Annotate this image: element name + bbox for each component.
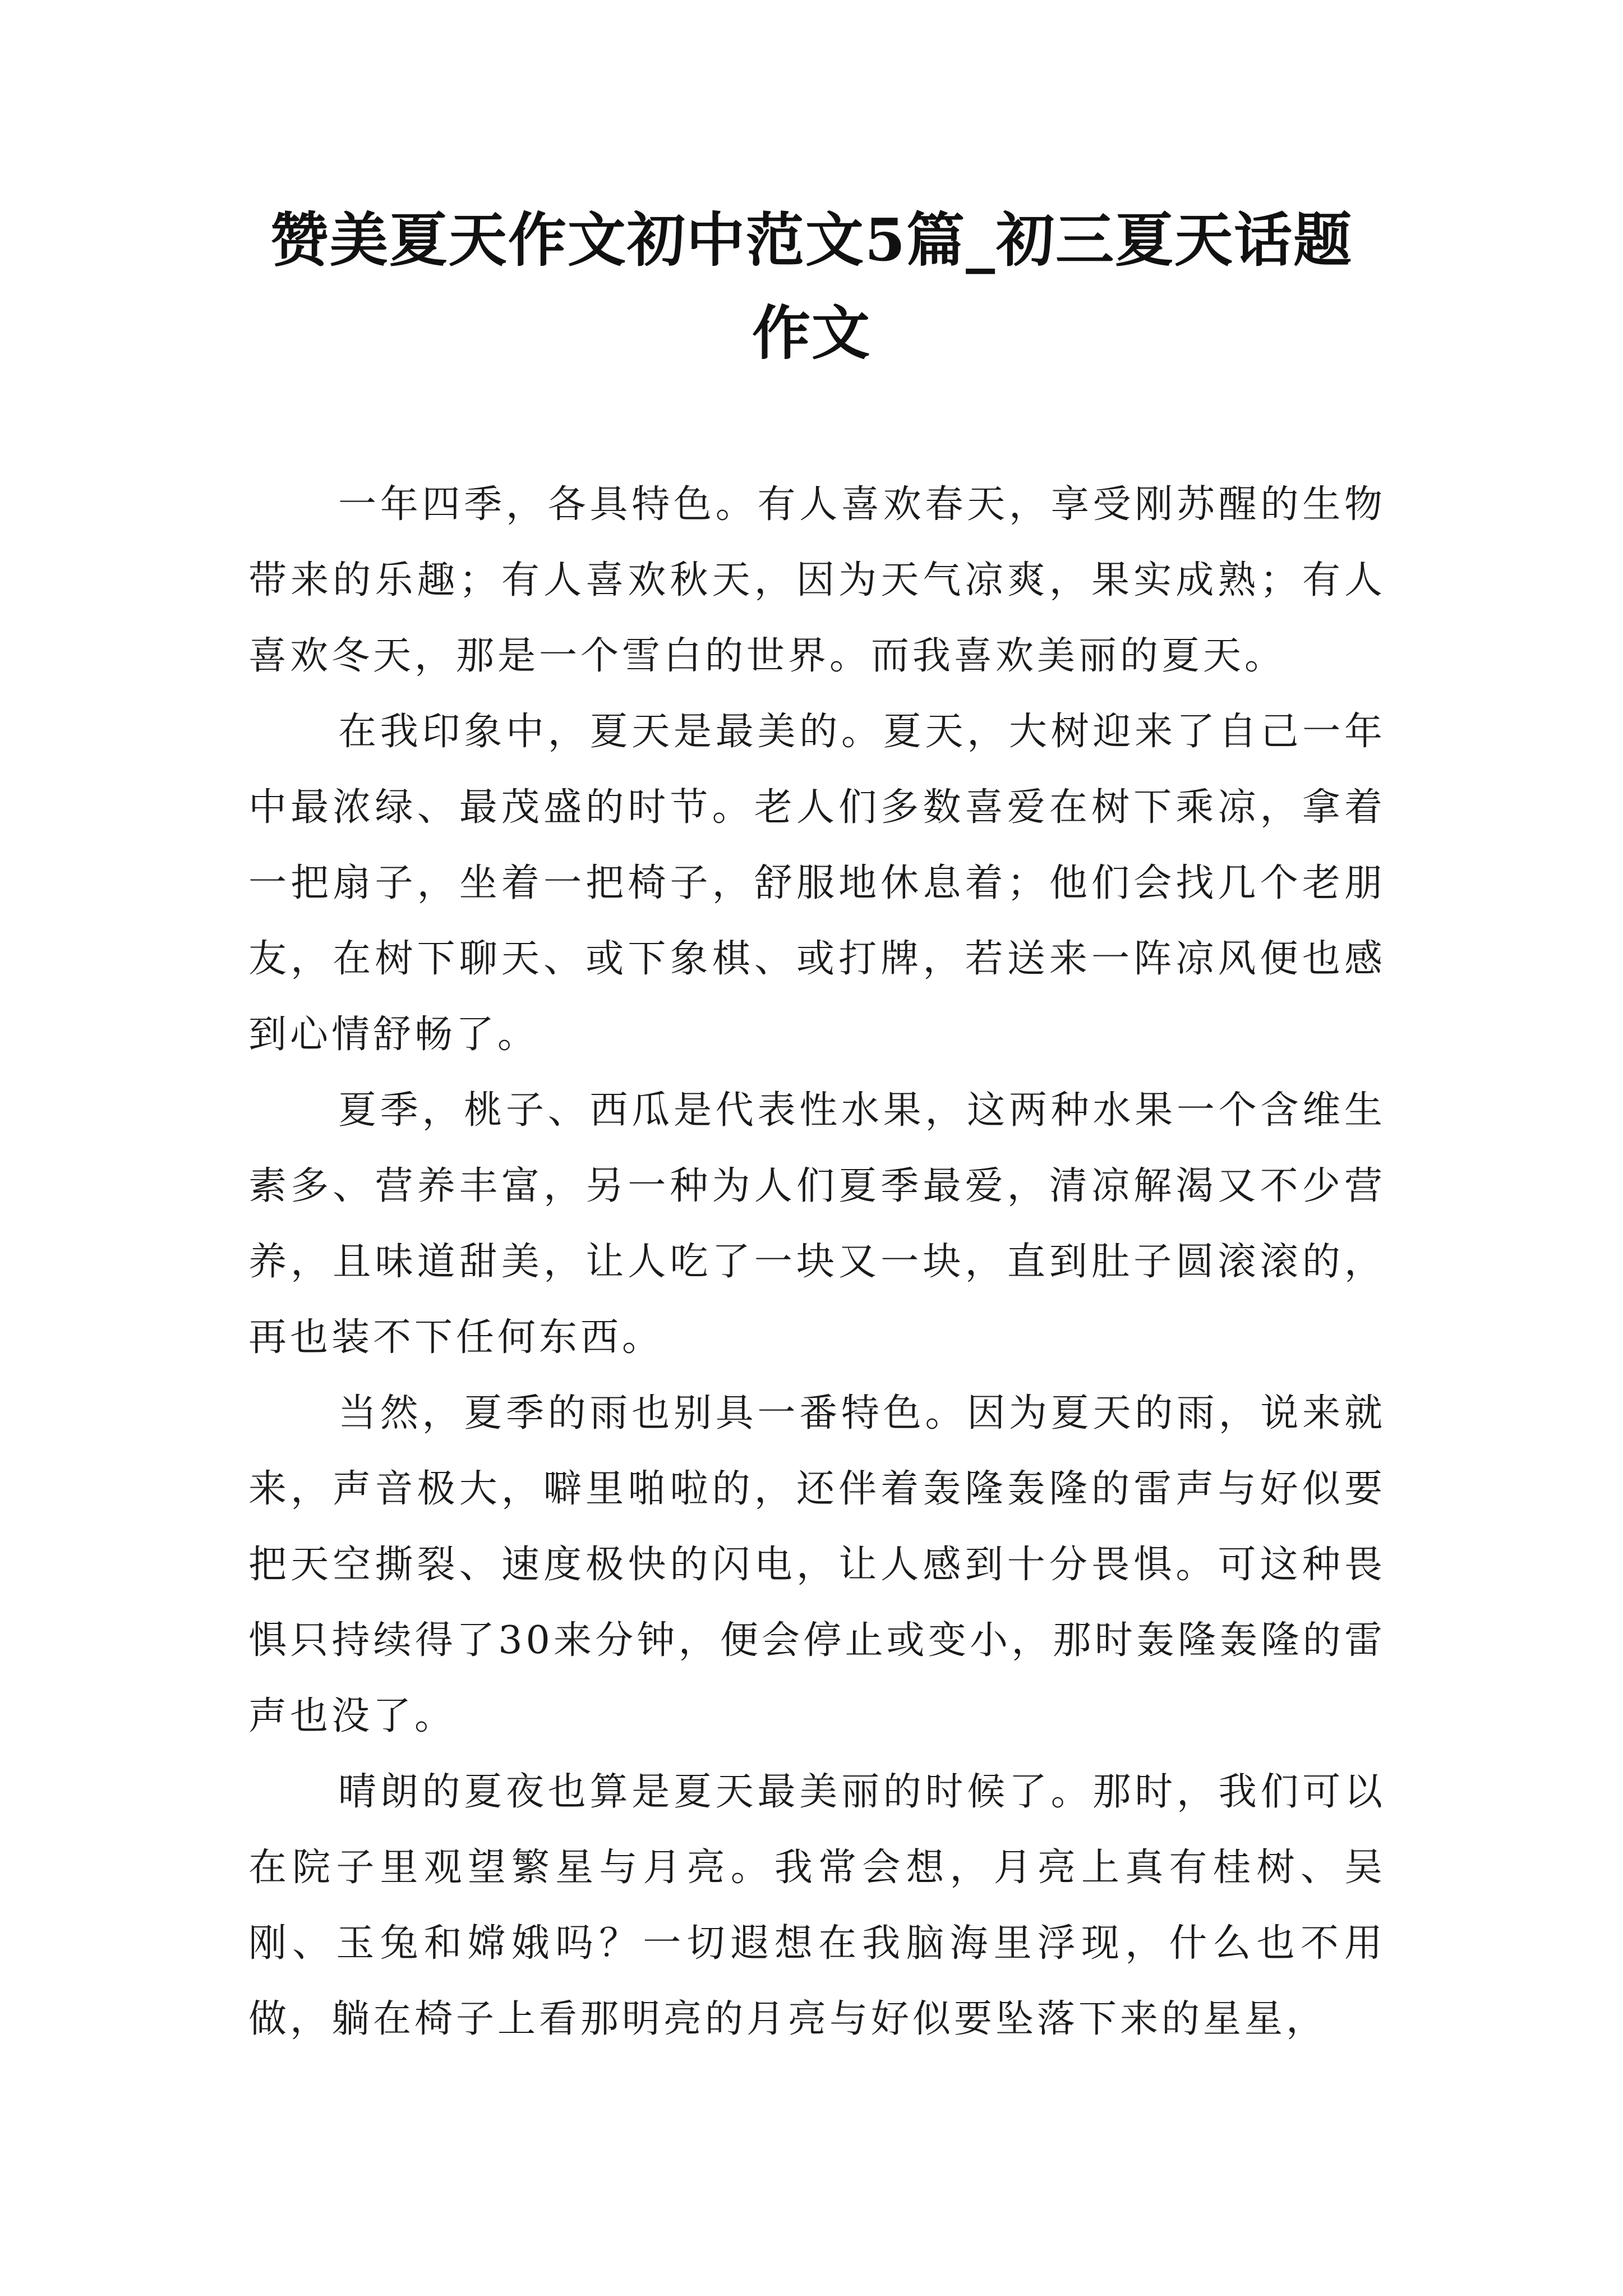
paragraph-5: 晴朗的夏夜也算是夏天最美丽的时候了。那时，我们可以在院子里观望繁星与月亮。我常会想，月亮上真有桂树、吴刚、玉兔和嫦娥吗？一切遐想在我脑海里浮现，什么也不用做，躺在椅子上看那明亮的月亮与好似要坠落下来的星星， [248, 1770, 1386, 2041]
title-line-2: 作文 [751, 298, 871, 367]
paragraph-4: 当然，夏季的雨也别具一番特色。因为夏天的雨，说来就来，声音极大，噼里啪啦的，还伴着轰隆轰隆的雷声与好似要把天空撕裂、速度极快的闪电，让人感到十分畏惧。可这种畏惧只持续得了30来分钟，便会停止或变小，那时轰隆轰隆的雷声也没了。 [248, 1391, 1386, 1738]
document-title [224, 194, 1399, 380]
paragraph-1: 一年四季，各具特色。有人喜欢春天，享受刚苏醒的生物带来的乐趣；有人喜欢秋天，因为天气凉爽，果实成熟；有人喜欢冬天，那是一个雪白的世界。而我喜欢美丽的夏天。 [248, 482, 1386, 678]
title-line-1: 赞美夏天作文初中范文5篇_初三夏天话题 [270, 205, 1353, 274]
paragraph-3: 夏季，桃子、西瓜是代表性水果，这两种水果一个含维生素多、营养丰富，另一种为人们夏季最爱，清凉解渴又不少营养，且味道甜美，让人吃了一块又一块，直到肚子圆滚滚的，再也装不下任何东西。 [248, 1088, 1386, 1360]
document-body [248, 467, 1386, 2057]
paragraph-2: 在我印象中，夏天是最美的。夏天，大树迎来了自己一年中最浓绿、最茂盛的时节。老人们多数喜爱在树下乘凉，拿着一把扇子，坐着一把椅子，舒服地休息着；他们会找几个老朋友，在树下聊天、或下象棋、或打牌，若送来一阵凉风便也感到心情舒畅了。 [248, 710, 1386, 1057]
